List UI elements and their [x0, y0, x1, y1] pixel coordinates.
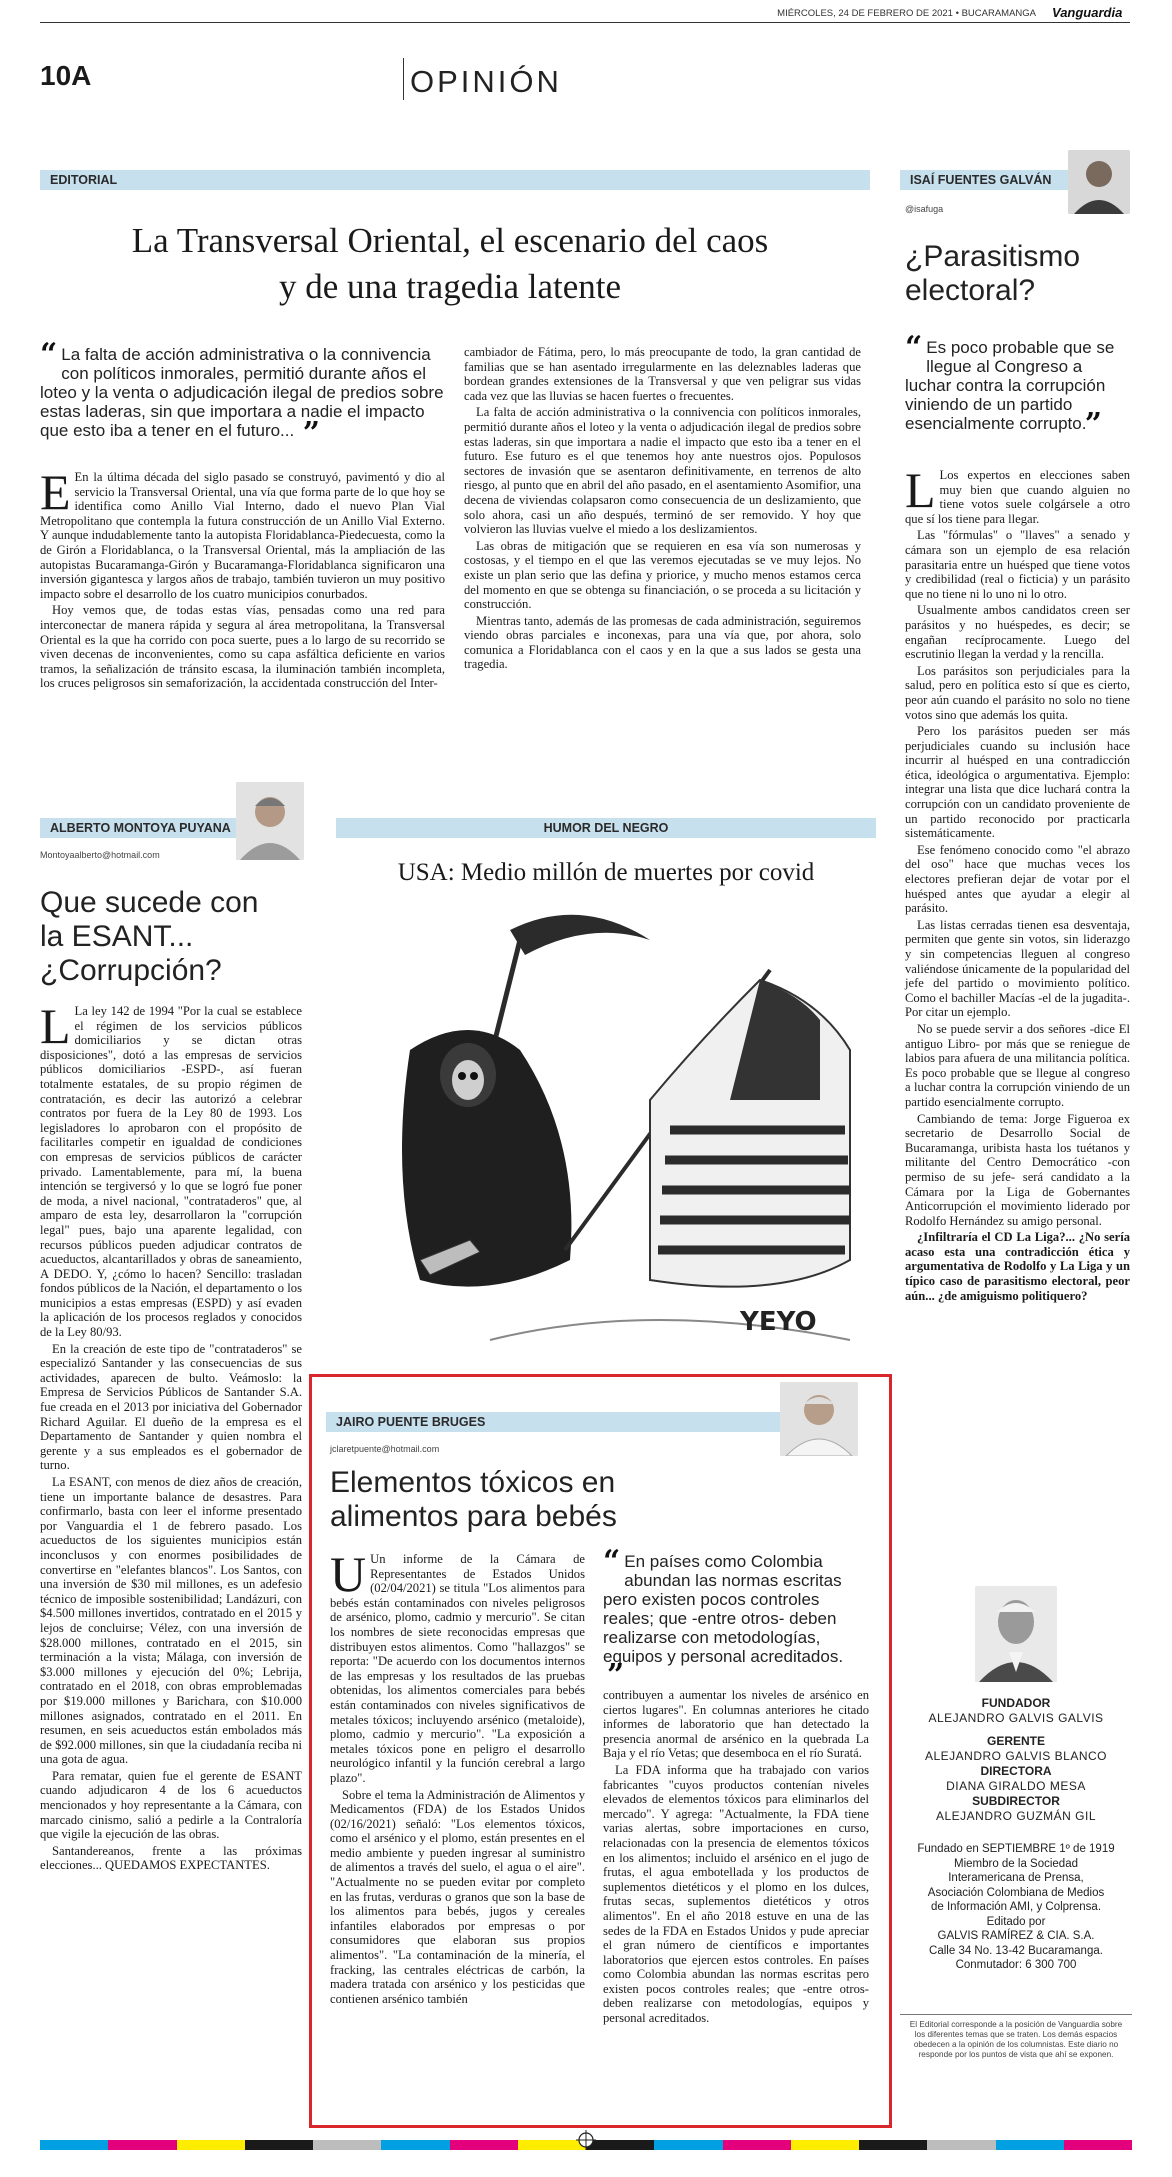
- montoya-p5: Santandereanos, frente a las próximas elecciones... QUEDAMOS EXPECTANTES.: [40, 1843, 302, 1873]
- registration-mark-icon: [576, 2130, 596, 2150]
- montoya-p3: La ESANT, con menos de diez años de creación, tiene un importante balance de desastres. Para confirmarlo, basta con leer el informe presentado por Vanguardia el 1 de febrero pasado. Los acueductos de los siguientes municipios están inconclusos y con enormes posibilidades de convertirse en "elefantes blancos". Los Santos, con una inversión de $30 mil millones, es un adefesio técnico de imposible sostenibilidad; Landázuri, con $4.500 millones invertidos, contratado en el 2015 y lejos de concluirse; Vélez, con una inversión de $28.000 millones, contratado en el 2015, sin terminación a la vista; Málaga, con inversión de $3.000 millones y ejecución del 0%; Lebrija, contratado en el 2018, con obras emproblemadas por $19.000 millones y Barichara, con $10.000 millones asignados, contratado en el 2011. En resumen, en seis acueductos están embolados más de $92.000 millones, sin que la ciudadanía reciba ni una gota de agua.: [40, 1475, 302, 1767]
- isai-quote-text: Es poco probable que se llegue al Congreso a luchar contra la corrupción viniendo de un partido esencialmente corrupto.: [905, 338, 1115, 433]
- jairo-p3: contribuyen a aumentar los niveles de arsénico en ciertos lugares". En columnas anteriores he citado informes de laboratorio que han detectado la presencia anormal de arsénico en la quebrada La Baja y el río Vetas; que desemboca en el río Suratá.: [603, 1688, 869, 1761]
- open-quote-icon: “: [905, 330, 923, 365]
- montoya-p1: La ley 142 de 1994 "Por la cual se establece el régimen de los servicios públicos domiciliarios y se dictan otras disposiciones", dotó a las empresas de servicios públicos domiciliarios -ESPD-, así fueran totalmente estatales, de su propio régimen de contratación, es decir las autorizó a celebrar contratos por fuera de la Ley 80 de 1993. Los legisladores lo aprobaron con el propósito de facilitarles competir en igualdad de condiciones con empresas de servicios públicos de carácter privado. Lamentablemente, para mí, la buena intención se tergiversó y lo que se logró fue poner de moda, a nivel nacional, "contrataderos" que, al amparo de esta ley, desarrollaron la "corrupción legal" pues, bajo una aparente legalidad, con recursos públicos pueden adjudicar contratos de acueductos, alcantarillados y obras de saneamiento, A DEDO. Y, ¿cómo lo hacen? Sencillo: trasladan fondos públicos de la Nación, el departamento o los municipios a estas empresas (ESPD) y así evaden la aplicación de los procesos reglados y conocidos de la Ley 80/93.: [40, 1004, 302, 1340]
- close-quote-icon: ”: [302, 416, 320, 451]
- jairo-title-line1: Elementos tóxicos en: [330, 1466, 616, 1499]
- isai-p1: Los expertos en elecciones saben muy bien que cuando alguien no tiene votos suele colgársele a otro que sí los tiene para llegar.: [905, 468, 1130, 526]
- editorial-col1-p1: En la última década del siglo pasado se construyó, pavimentó y dio al servicio la Transversal Oriental, una vía que forma parte de lo que hoy se identifica como Anillo Vial Interno, dado el nuevo Plan Vial Metropolitano que contempla la futura construcción de un Anillo Vial Externo. Y aunque indudablemente tanto la autopista Floridablanca-Piedecuesta, como la de Girón a Floridablanca, o la Transversal Oriental, más la ampliación de las autopistas Bucaramanga-Girón y Bucaramanga-Floridablanca significaron una inversión gigantesca y largos años de trabajo, también tuvieron un muy positivo impacto sobre el desarrollo de los cuatro municipios conurbados.: [40, 470, 445, 601]
- masthead: [900, 1696, 1132, 1824]
- cartoon-signature: YEYO: [740, 1307, 817, 1337]
- jairo-email: jclaretpuente@hotmail.com: [330, 1444, 440, 1454]
- isai-kicker: ISAÍ FUENTES GALVÁN: [900, 170, 1070, 190]
- close-quote-icon: ”: [1084, 407, 1102, 442]
- isai-p5: Pero los parásitos pueden ser más perjudiciales cuando su inclusión hace incurrir al huésped en una contradicción ética, ideológica o argumentativa. Ejemplo: integrar una lista que dice luchará contra la corrupción con un candidato proveniente de un partido reconocido por practicarla sistemáticamente.: [905, 724, 1130, 841]
- isai-p8: No se puede servir a dos señores -dice El antiguo Libro- por más que se reniegue de labios para afuera de una militancia política. Es poco probable que se llegue al congreso a luchar contra la corrupción viniendo de un partido esencialmente corrupto.: [905, 1021, 1130, 1109]
- editorial-col1-p2: Hoy vemos que, de todas estas vías, pensadas como una red para interconectar de manera rápida y segura al área metropolitana, la Transversal Oriental es la que ha corrido con poca suerte, pues a lo largo de su recorrido se viven decenas de inconvenientes, como su capa asfáltica deficiente en varios tramos, la señalización de tránsito escasa, la iluminación también incompleta, los cruces peligrosos sin semaforización, la accidentada construcción del Inter-: [40, 603, 445, 691]
- montoya-title: [40, 886, 310, 988]
- isai-handle: @isafuga: [905, 204, 944, 214]
- montoya-title-line2: la ESANT...: [40, 920, 194, 953]
- isai-p7: Las listas cerradas tienen esa desventaja, permiten que gente sin votos, sin liderazgo y sin competencias lleguen al congreso valiéndose únicamente de la popularidad del jefe del partido o movimiento político. Como el bachiller Macías -el de la jugadita-. Por citar un ejemplo.: [905, 917, 1130, 1020]
- brand-logo: Vanguardia: [1052, 5, 1123, 20]
- isai-pull-quote: [905, 330, 1130, 442]
- isai-p3: Usualmente ambos candidatos creen ser parásitos y no huéspedes, es decir; se engañan recíprocamente. Luego del escrutinio llegan la verdad y la rencilla.: [905, 603, 1130, 662]
- gerente-name: ALEJANDRO GALVIS BLANCO: [925, 1749, 1107, 1763]
- montoya-kicker: ALBERTO MONTOYA PUYANA: [40, 818, 242, 838]
- dropcap: L: [40, 998, 71, 1054]
- isai-p10: ¿Infiltraría el CD La Liga?... ¿No sería acaso esta una contradicción ética y argumentativa de Rodolfo y La Liga y un típico caso de parasitismo electoral, peor aún... ¿de amiguismo politiquero?: [905, 1230, 1130, 1303]
- isai-p6: Ese fenómeno conocido como "el abrazo del oso" hace que muchas veces los electores prefieran dejar de votar por el huésped antes que ayudar a elegir al parásito.: [905, 842, 1130, 916]
- dateline: MIÉRCOLES, 24 DE FEBRERO DE 2021 • BUCARAMANGA: [777, 8, 1036, 19]
- montoya-body: [40, 998, 302, 1875]
- editorial-title-line1: La Transversal Oriental, el escenario del caos: [131, 221, 769, 260]
- isai-p2: Las "fórmulas" o "llaves" a senado y cámara son un ejemplo de esa relación parasitaria entre un huésped que tiene votos y credibilidad (real o ficticia) y un parásito que no tiene ni lo uno ni lo otro.: [905, 528, 1130, 601]
- fundador-name: ALEJANDRO GALVIS GALVIS: [928, 1711, 1104, 1725]
- masthead-info: [900, 1842, 1132, 1973]
- masthead-line1: Fundado en SEPTIEMBRE 1º de 1919: [917, 1843, 1115, 1855]
- editorial-col2-p2: La falta de acción administrativa o la connivencia con políticos inmorales, permitió durante años el loteo y la venta o adjudicación ilegal de predios sobre estas laderas, sin que importara a nadie el impacto que esto iba a tener en el futuro. Ese futuro es el que tenemos hoy ante nuestros ojos. Populosos sectores de invasión que se asentaron definitivamente, en terrenos de alto riesgo, al punto que en abril del año pasado, en el asentamiento Asomifior, una decena de viviendas colapsaron como consecuencia de un deslizamiento, que solo ahora, casi un año después, terminó de ser removido. Y hoy que volvieron las lluvias vuelve el miedo a los deslizamientos.: [464, 405, 861, 537]
- masthead-line3: Interamericana de Prensa,: [948, 1872, 1084, 1884]
- montoya-p2: En la creación de este tipo de "contrataderos" se especializó Santander y las consecuencias de sus actividades, aparecen de bulto. Veámoslo: la Empresa de Servicios Públicos de Santander S.A. fue creada en el 2013 por iniciativa del Gobernador Richard Aguilar. El dueño de la empresa es el Departamento de Santander y quien nombra el gerente y a sus empleados es el gobernador de turno.: [40, 1341, 302, 1473]
- jairo-title-line2: alimentos para bebés: [330, 1500, 617, 1533]
- header-divider: [403, 58, 404, 100]
- subdirector-name: ALEJANDRO GUZMÁN GIL: [935, 1809, 1097, 1823]
- editorial-title-line2: y de una tragedia latente: [278, 267, 622, 306]
- masthead-line8: Calle 34 No. 13-42 Bucaramanga.: [929, 1944, 1103, 1957]
- editorial-pull-quote: [40, 337, 445, 451]
- close-quote-icon: ”: [607, 1658, 625, 1693]
- open-quote-icon: “: [603, 1544, 621, 1579]
- jairo-col1: [330, 1546, 585, 2008]
- section-title: OPINIÓN: [410, 64, 562, 99]
- montoya-title-line3: ¿Corrupción?: [40, 954, 222, 987]
- editorial-col1: [40, 464, 445, 693]
- masthead-line9: Conmutador: 6 300 700: [955, 1959, 1077, 1971]
- author-photo-isai: [1068, 150, 1130, 214]
- isai-title-line2: electoral?: [905, 274, 1036, 307]
- gerente-label: GERENTE: [986, 1734, 1045, 1748]
- dropcap: U: [330, 1546, 367, 1602]
- montoya-title-line1: Que sucede con: [40, 886, 259, 919]
- cartoon-title: USA: Medio millón de muertes por covid: [397, 859, 815, 886]
- founder-portrait: [975, 1586, 1057, 1682]
- dropcap: E: [40, 464, 71, 520]
- montoya-p4: Para rematar, quien fue el gerente de ESANT cuando adjudicaron 4 de los 6 acueductos mencionados y hoy representante a la Cámara, con marcado cinismo, salió a pedirle a la Contraloría que vigile la ejecución de las obras.: [40, 1768, 302, 1842]
- author-photo-jairo: [780, 1382, 858, 1456]
- isai-title-line1: ¿Parasitismo: [905, 240, 1081, 273]
- masthead-line7: GALVIS RAMÍREZ & CIA. S.A.: [937, 1930, 1095, 1942]
- dropcap: L: [905, 462, 936, 518]
- editorial-kicker: EDITORIAL: [40, 170, 870, 190]
- header-top-rule: [40, 22, 1130, 23]
- isai-body: [905, 462, 1130, 1305]
- montoya-email: Montoyaalberto@hotmail.com: [40, 850, 160, 860]
- editorial-col2-p3: Las obras de mitigación que se requieren en esa vía son numerosas y costosas, y el tiempo en el que las veremos ejecutadas se ve muy lejos. No existe un plan serio que las defina y priorice, y mucho menos estamos cerca del momento en que se obtenga su financiación, o se proceda a su licitación y construcción.: [464, 538, 861, 612]
- fundador-label: FUNDADOR: [981, 1696, 1051, 1710]
- jairo-col2: [603, 1688, 869, 2028]
- masthead-disclaimer: El Editorial corresponde a la posición de Vanguardia sobre los diferentes temas que se traten. Los demás espacios obedecen a la opinión de los columnistas. Este diario no responde por los puntos de vista que ahí se exponen.: [909, 2020, 1123, 2059]
- directora-label: DIRECTORA: [980, 1764, 1052, 1778]
- jairo-title: [330, 1466, 617, 1534]
- subdirector-label: SUBDIRECTOR: [972, 1794, 1060, 1808]
- editorial-col2-p1: cambiador de Fátima, pero, lo más preocupante de todo, la gran cantidad de familias que se han asentado irregularmente en las deleznables laderas que bordean grandes extensiones de la Transversal y que ven peligrar sus vidas cada vez que las lluvias se hacen fuertes o frecuentes.: [464, 345, 861, 403]
- masthead-line2: Miembro de la Sociedad: [953, 1857, 1078, 1870]
- jairo-p2: Sobre el tema la Administración de Alimentos y Medicamentos (FDA) de los Estados Unidos (02/16/2021) señaló: "Los elementos tóxicos, como el arsénico y el plomo, están presentes en el medio ambiente y pueden ingresar al suministro de alimentos a través del suelo, el agua o el aire". "Actualmente no se pueden evitar por completo en las frutas, verduras o granos que son la base de los alimentos para bebés, jugos y cereales infantiles elaborados por empresas o por consumidores que elaboran sus propios alimentos". "La contaminación de la minería, el fracking, las centrales eléctricas de carbón, la madera tratada con arsénico y los pesticidas que contienen arsénico también: [330, 1787, 585, 2006]
- masthead-line4: Asociación Colombiana de Medios: [927, 1886, 1105, 1899]
- jairo-pull-quote: [603, 1544, 869, 1693]
- masthead-line6: Editado por: [986, 1915, 1046, 1928]
- editorial-col2: [464, 345, 861, 674]
- isai-p9: Cambiando de tema: Jorge Figueroa ex secretario de Desarrollo Social de Bucaramanga, uribista hasta los tuétanos y militante del Centro Democrático -con permiso de su jefe- será candidato a la Cámara por la Liga de Gobernantes Anticorrupción el movimiento liderado por Rodolfo Hernández su amigo personal.: [905, 1111, 1130, 1228]
- jairo-p1: Un informe de la Cámara de Representantes de Estados Unidos (02/04/2021) se titula "Los alimentos para bebés están contaminados con niveles peligrosos de arsénico, plomo, cadmio y mercurio". Se citan los nombres de siete reconocidas empresas que distribuyen estos alimentos. Como "hallazgos" se reporta: "De acuerdo con los documentos internos de las empresas y los resultados de las pruebas obtenidas, los alimentos comerciales para bebés están contaminados con niveles significativos de metales tóxicos; incluyendo arsénico (metaloide), plomo, cadmio y mercurio". "La exposición a metales tóxicos pone en peligro el desarrollo neurológico infantil y la función cerebral a largo plazo".: [330, 1552, 585, 1785]
- editorial-quote-text: La falta de acción administrativa o la connivencia con políticos inmorales, permitió durante años el loteo y la venta o adjudicación ilegal de predios sobre estas laderas, sin que importara a nadie el impacto que esto iba a tener en el futuro...: [40, 345, 444, 440]
- isai-p4: Los parásitos son perjudiciales para la salud, pero en política esto sí que es cierto, peor aún cuando el parásito no solo no tiene votos sino que además los quita.: [905, 663, 1130, 722]
- editorial-title: [40, 218, 860, 310]
- directora-name: DIANA GIRALDO MESA: [946, 1779, 1086, 1793]
- masthead-line5: de Información AMI, y Colprensa.: [930, 1901, 1102, 1913]
- masthead-divider: [900, 2014, 1132, 2015]
- jairo-quote-text: En países como Colombia abundan las normas escritas pero existen pocos controles reales; que -entre otros- deben realizarse con metodologías, equipos y personal acreditados.: [603, 1552, 844, 1666]
- jairo-p4: La FDA informa que ha trabajado con varios fabricantes "cuyos productos contenían niveles elevados de elementos tóxicos para eliminarlos del mercado". Y agrega: "Actualmente, la FDA tiene varias alertas, sobre importaciones en curso, relacionadas con la presencia de elementos tóxicos en los alimentos; incluido el arsénico en el jugo de frutas, el agua embotellada y los productos de suplementos dietéticos y el plomo en los dulces, frutas secas, suplementos dietéticos y otros alimentos". En el año 2018 estuve en una de las sedes de la FDA en Estados Unidos y pude apreciar el gran número de científicos e importantes laboratorios que ejercen estos controles. En países como Colombia abundan las normas escritas pero existen pocos controles reales; que -entre otros- deben realizarse con metodologías, equipos y personal acreditados.: [603, 1762, 869, 2026]
- isai-title: [905, 240, 1080, 308]
- author-photo-montoya: [236, 782, 304, 860]
- cartoon-illustration: [350, 900, 870, 1360]
- page-number: 10A: [40, 60, 92, 91]
- editorial-col2-p4: Mientras tanto, además de las promesas de cada administración, seguiremos viendo obras parciales e inconexas, para una vía que, por ahora, solo comunica a Floridablanca con el caos y en la que a sus lados se gesta una tragedia.: [464, 613, 861, 672]
- jairo-kicker: JAIRO PUENTE BRUGES: [326, 1412, 786, 1432]
- humor-kicker: HUMOR DEL NEGRO: [336, 818, 876, 838]
- open-quote-icon: “: [40, 337, 58, 372]
